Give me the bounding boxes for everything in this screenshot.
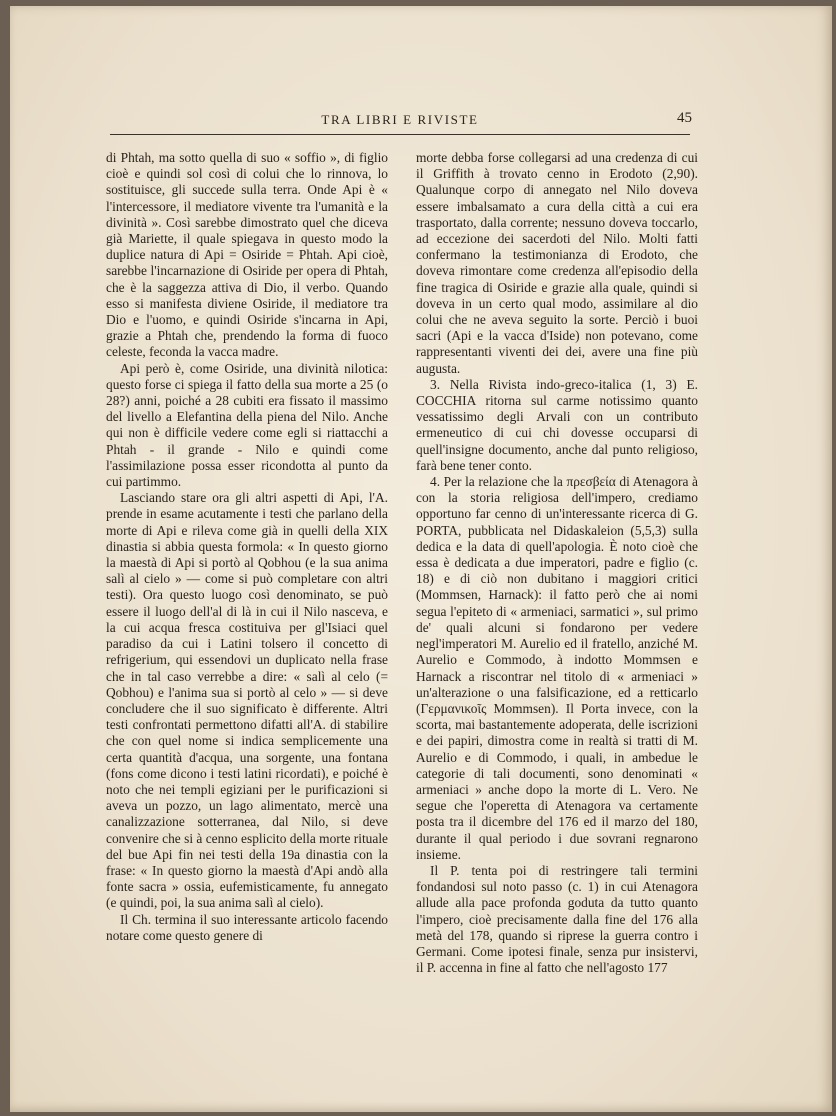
- paragraph: Il Ch. termina il suo interessante articolo facendo notare come questo genere di: [106, 911, 388, 943]
- paragraph: di Phtah, ma sotto quella di suo « soffio », di figlio cioè e quindi sol così di colui che lo rinnova, lo sostituisce, gli succede sulla terra. Onde Api è « l'intercessore, il mediatore vivente tra l'umanità e la divinità ». Così sarebbe dimostrato quel che diceva già Mariette, il quale spiegava in questo modo la duplice natura di Api = Osiride = Phtah. Api cioè, sarebbe l'incarnazione di Osiride per opera di Phtah, che è la saggezza attiva di Dio, il verbo. Quando esso si manifesta diviene Osiride, il mediatore tra Dio e l'uomo, e quindi Osiride s'incarna in Api, grazie a Phtah che, prendendo la forma di fuoco celeste, feconda la vacca madre.: [106, 150, 388, 360]
- paragraph: 3. Nella Rivista indo-greco-italica (1, 3) E. COCCHIA ritorna sul carme notissimo quanto vessatissimo degli Arvali con un contributo ermeneutico di cui chi dovesse occuparsi di quell'insigne documento, anche dal punto religioso, farà bene tener conto.: [416, 376, 698, 473]
- page-number: 45: [677, 110, 692, 126]
- paragraph: Lasciando stare ora gli altri aspetti di Api, l'A. prende in esame acutamente i testi che parlano della morte di Api e rileva come già in quelli della XIX dinastia si abbia questa formola: « In questo giorno la maestà di Api si portò al Qobhou (e la sua anima salì al cielo » — come si può completare con altri testi). Ora questo luogo così denominato, se può essere il luogo dell'al di là in cui il Nilo nasceva, e la cui acqua fresca costituiva per gl'Isiaci quel paradiso da cui i Latini tolsero il concetto di refrigerium, qui essendovi un duplicato nella frase che in tal caso verrebbe a dire: « salì al celo (= Qobhou) e l'anima sua si portò al celo » — si deve concludere che il suo significato è differente. Altri testi confrontati permettono difatti all'A. di stabilire che con quel nome si indica semplicemente una certa quantità d'acqua, una sorgente, una fontana (fons come dicono i testi latini ricordati), e poiché è noto che nei templi egiziani per le purificazioni si aveva un pozzo, un lago alimentato, mercè una canalizzazione sotterranea, dal Nilo, si deve convenire che si à cenno esplicito della morte rituale del bue Api fin nei testi della 19a dinastia con la frase: « In questo giorno la maestà d'Api andò alla fonte sacra » ossia, eufemisticamente, fu annegato (e quindi, poi, la sua anima salì al cielo).: [106, 490, 388, 911]
- running-header: [110, 106, 690, 135]
- running-title: TRA LIBRI E RIVISTE: [321, 112, 479, 127]
- left-text-column: [106, 150, 388, 944]
- book-page: [10, 6, 832, 1112]
- paragraph: 4. Per la relazione che la πρεσβεία di Atenagora à con la storia religiosa dell'impero, crediamo opportuno far cenno di un'interessante ricerca di G. PORTA, pubblicata nel Didaskaleion (5,5,3) sulla dedica e la data di quell'apologia. È noto cioè che essa è dedicata a due imperatori, padre e figlio (c. 18) e di ciò non dubitano i maggiori critici (Mommsen, Harnack): il fatto però che ai nomi segua l'epiteto di « armeniaci, sarmatici », sul primo de' quali alcuni si fondarono per vedere negl'imperatori M. Aurelio ed il fratello, anziché M. Aurelio e Commodo, à indotto Mommsen e Harnack a riscontrar nel titolo di « armeniaci » un'alterazione o una falsificazione, ed a retticarlo (Γερμανικοῖς Mommsen). Il Porta invece, con la scorta, mai bastantemente adoperata, delle iscrizioni e dei papiri, dimostra come in realtà si tratti di M. Aurelio e di Commodo, i quali, in ambedue le categorie di tali documenti, sono denominati « armeniaci » anche dopo la morte di L. Vero. Ne segue che l'operetta di Atenagora va certamente posta tra il dicembre del 176 ed il marzo del 180, durante il qual periodo i due sovrani regnarono insieme.: [416, 474, 698, 862]
- right-text-column: [416, 150, 698, 976]
- paragraph: Api però è, come Osiride, una divinità nilotica: questo forse ci spiega il fatto della sua morte a 25 (o 28?) anni, poiché a 28 cubiti era fissato il massimo del livello a Elefantina della piena del Nilo. Anche qui non è difficile vedere come egli si riattacchi a Phtah - il grande - Nilo e quindi come l'assimilazione possa esser ricondotta al punto da cui partimmo.: [106, 360, 388, 490]
- paragraph: Il P. tenta poi di restringere tali termini fondandosi sul noto passo (c. 1) in cui Atenagora allude alla pace profonda goduta da tutto quanto l'impero, cioè precisamente dalla fine del 176 alla metà del 178, quando si riprese la guerra contro i Germani. Come ipotesi finale, senza pur insistervi, il P. accenna in fine al fatto che nell'agosto 177: [416, 862, 698, 976]
- paragraph: morte debba forse collegarsi ad una credenza di cui il Griffith à trovato cenno in Erodoto (2,90). Qualunque corpo di annegato nel Nilo doveva essere imbalsamato a cura della città a cui era trasportato, dalla corrente; nessuno doveva toccarlo, ad eccezione dei sacerdoti del Nilo. Molti fatti confermano la testimonianza di Erodoto, che doveva rimontare come credenza all'episodio della fine tragica di Osiride e grazie alla quale, quindi si doveva in un certo qual modo, assimilare al dio colui che ne aveva seguito la sorte. Perciò i buoi sacri (Api e la vacca d'Iside) non potevano, come rappresentanti viventi dei dei, avere una fine più augusta.: [416, 150, 698, 376]
